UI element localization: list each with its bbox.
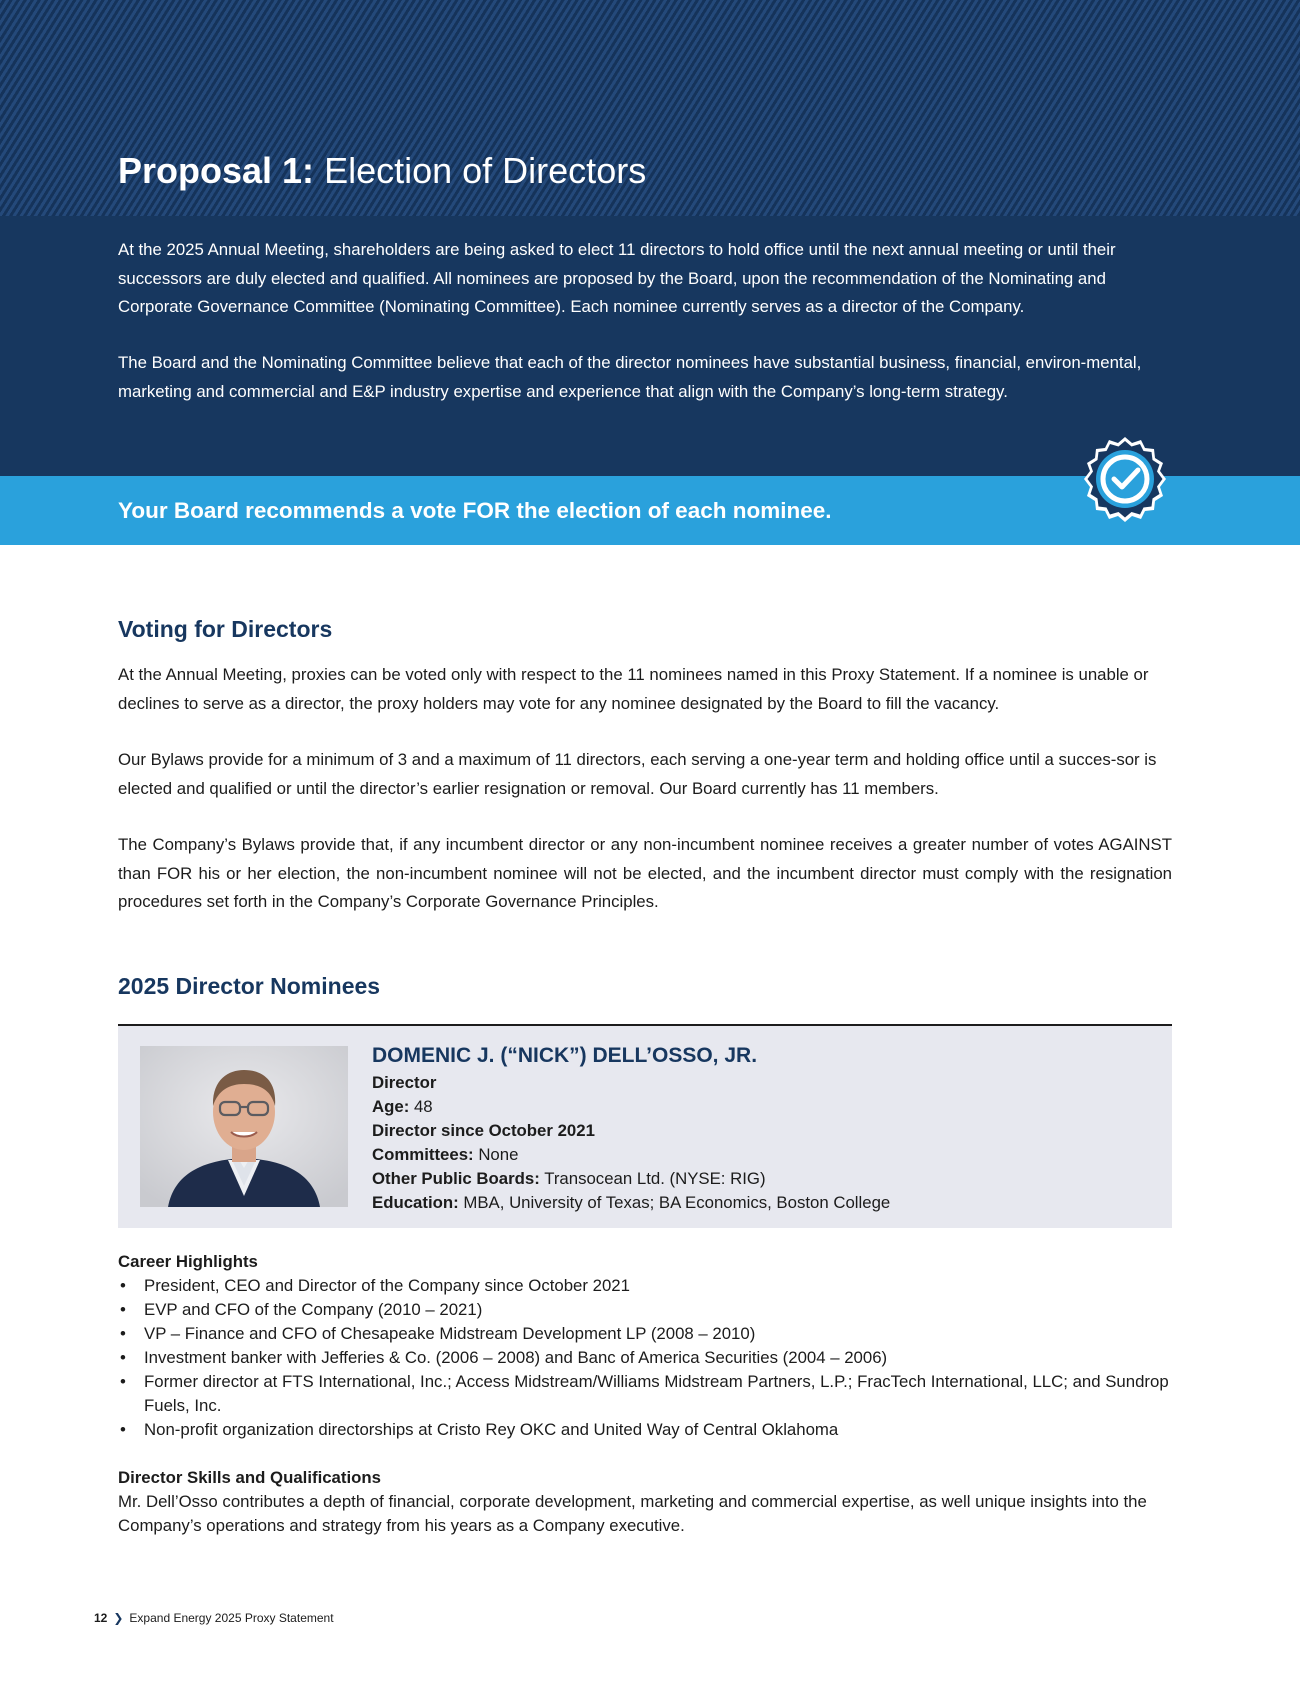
list-item: • VP – Finance and CFO of Chesapeake Midstream Development LP (2008 – 2010) xyxy=(120,1324,756,1343)
nominee-role: Director xyxy=(372,1073,437,1092)
list-item: • Former director at FTS International, Inc.; Access Midstream/Williams Midstream Partners, L.P.; FracTech International, LLC; and Sundrop Fuels, Inc. xyxy=(120,1372,1169,1415)
nominee-committees: Committees: None xyxy=(372,1145,519,1164)
list-item: • EVP and CFO of the Company (2010 – 2021) xyxy=(120,1300,483,1319)
title-subject: Election of Directors xyxy=(324,150,647,191)
list-item: • Investment banker with Jefferies & Co. (2006 – 2008) and Banc of America Securities (2004 – 2006) xyxy=(120,1348,888,1367)
page-number: 12 xyxy=(94,1611,108,1625)
proposal-header xyxy=(0,0,1300,476)
list-item: • Non-profit organization directorships at Cristo Rey OKC and United Way of Central Oklahoma xyxy=(120,1420,839,1439)
document-title: Expand Energy 2025 Proxy Statement xyxy=(129,1611,334,1625)
voting-paragraph-3: The Company’s Bylaws provide that, if any incumbent director or any non-incumbent nominee receives a greater number of votes AGAINST than FOR his or her election, the non-incumbent nominee will not be elected, and the incumbent director must comply with the resignation procedures set forth in the Company’s Corporate Governance Principles. xyxy=(118,835,1172,911)
list-item: • President, CEO and Director of the Company since October 2021 xyxy=(120,1276,630,1295)
page-footer xyxy=(94,1610,334,1626)
chevron-right-icon: ❯ xyxy=(113,1611,124,1625)
nominee-portrait xyxy=(140,1046,348,1207)
nominee-name: DOMENIC J. (“NICK”) DELL’OSSO, JR. xyxy=(372,1044,758,1067)
check-badge-icon xyxy=(1078,434,1172,528)
qualifications-heading: Director Skills and Qualifications xyxy=(118,1468,381,1487)
voting-heading: Voting for Directors xyxy=(118,616,333,642)
intro-paragraph-2: The Board and the Nominating Committee believe that each of the director nominees have substantial business, financial, environ-mental, marketing and commercial and E&P industry expertise and experience that align with the Company’s long-term strategy. xyxy=(118,353,1142,401)
career-highlights-heading: Career Highlights xyxy=(118,1252,258,1271)
title-proposal-number: Proposal 1: xyxy=(118,150,315,191)
nominee-other-boards: Other Public Boards: Transocean Ltd. (NYSE: RIG) xyxy=(372,1169,766,1188)
nominees-heading: 2025 Director Nominees xyxy=(118,973,381,999)
recommendation-text: Your Board recommends a vote FOR the election of each nominee. xyxy=(118,498,832,523)
qualifications-text: Mr. Dell’Osso contributes a depth of financial, corporate development, marketing and commercial expertise, as well unique insights into the Company’s operations and strategy from his years as a Company executive. xyxy=(118,1492,1147,1535)
page-title xyxy=(118,148,646,194)
nominee-card xyxy=(118,1026,1172,1228)
nominee-education: Education: MBA, University of Texas; BA Economics, Boston College xyxy=(372,1193,891,1212)
nominee-age: Age: 48 xyxy=(372,1097,433,1116)
nominee-details xyxy=(372,1042,1152,1215)
intro-paragraph-1: At the 2025 Annual Meeting, shareholders are being asked to elect 11 directors to hold office until the next annual meeting or until their successors are duly elected and qualified. All nominees are proposed by the Board, upon the recommendation of the Nominating and Corporate Governance Committee (Nominating Committee). Each nominee currently serves as a director of the Company. xyxy=(118,240,1116,316)
voting-paragraph-1: At the Annual Meeting, proxies can be voted only with respect to the 11 nominees named in this Proxy Statement. If a nominee is unable or declines to serve as a director, the proxy holders may vote for any nominee designated by the Board to fill the vacancy. xyxy=(118,665,1149,713)
nominee-director-since: Director since October 2021 xyxy=(372,1121,595,1140)
voting-paragraph-2: Our Bylaws provide for a minimum of 3 and a maximum of 11 directors, each serving a one-year term and holding office until a succes-sor is elected and qualified or until the director’s earlier resignation or removal. Our Board currently has 11 members. xyxy=(118,750,1157,798)
career-highlights-list xyxy=(118,1274,1172,1442)
